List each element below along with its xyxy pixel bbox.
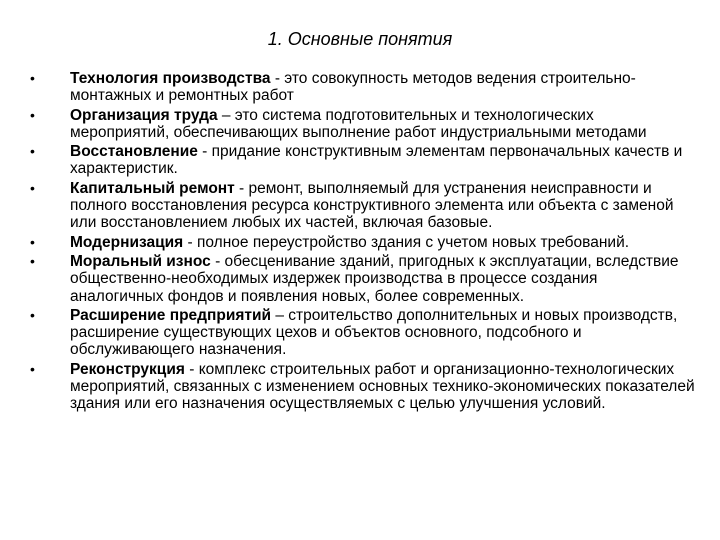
bullet-icon: •: [30, 179, 35, 196]
term: Модернизация: [70, 233, 184, 251]
term: Организация труда: [70, 106, 218, 124]
definition: - комплекс строительных работ и организационно-технологических мероприятий, связанных с изменением основных технико-экономических показателей здания или его назначения осуществляемых с целью улучшения условий.: [70, 360, 695, 413]
definition: - придание конструктивным элементам первоначальных качеств и характеристик.: [70, 143, 683, 178]
term: Реконструкция: [70, 360, 185, 378]
definition: - ремонт, выполняемый для устранения неисправности и полного восстановления ресурса конструктивного элемента или объекта с заменой или восстановлением любых их частей, включая базовые.: [70, 179, 674, 232]
bullet-icon: •: [30, 233, 35, 250]
list-item: [30, 234, 695, 251]
list-item: [30, 143, 695, 178]
slide-title: 1. Основные понятия: [267, 29, 453, 49]
list-item: [30, 107, 695, 142]
term: Расширение предприятий: [70, 306, 272, 324]
definition: – строительство дополнительных и новых производств, расширение существующих цехов и объектов основного, подсобного и обслуживающего назначения.: [70, 306, 678, 359]
term: Технология производства: [70, 70, 271, 87]
term: Капитальный ремонт: [70, 179, 235, 197]
list-item: [30, 180, 695, 232]
term: Восстановление: [70, 143, 198, 161]
definition: - это совокупность методов ведения строительно-монтажных и ремонтных работ: [70, 70, 636, 105]
list-item: [30, 361, 695, 413]
bullet-icon: •: [30, 143, 35, 160]
bullet-icon: •: [30, 106, 35, 123]
list-item: [30, 70, 695, 105]
definition: - обесценивание зданий, пригодных к эксплуатации, вследствие общественно-необходимых издержек производства в процессе создания аналогичных фондов и появления новых, более современных.: [70, 252, 679, 305]
list-item: [30, 307, 695, 359]
bullet-icon: •: [30, 360, 35, 377]
definition: – это система подготовительных и технологических мероприятий, обеспечивающих выполнение работ индустриальными методами: [70, 106, 647, 141]
bullet-icon: •: [30, 306, 35, 323]
bullet-icon: •: [30, 252, 35, 269]
bullet-icon: •: [30, 70, 35, 86]
term: Моральный износ: [70, 252, 211, 270]
list-item: [30, 253, 695, 305]
definitions-list: [30, 70, 695, 415]
definition: - полное переустройство здания с учетом новых требований.: [183, 233, 630, 251]
